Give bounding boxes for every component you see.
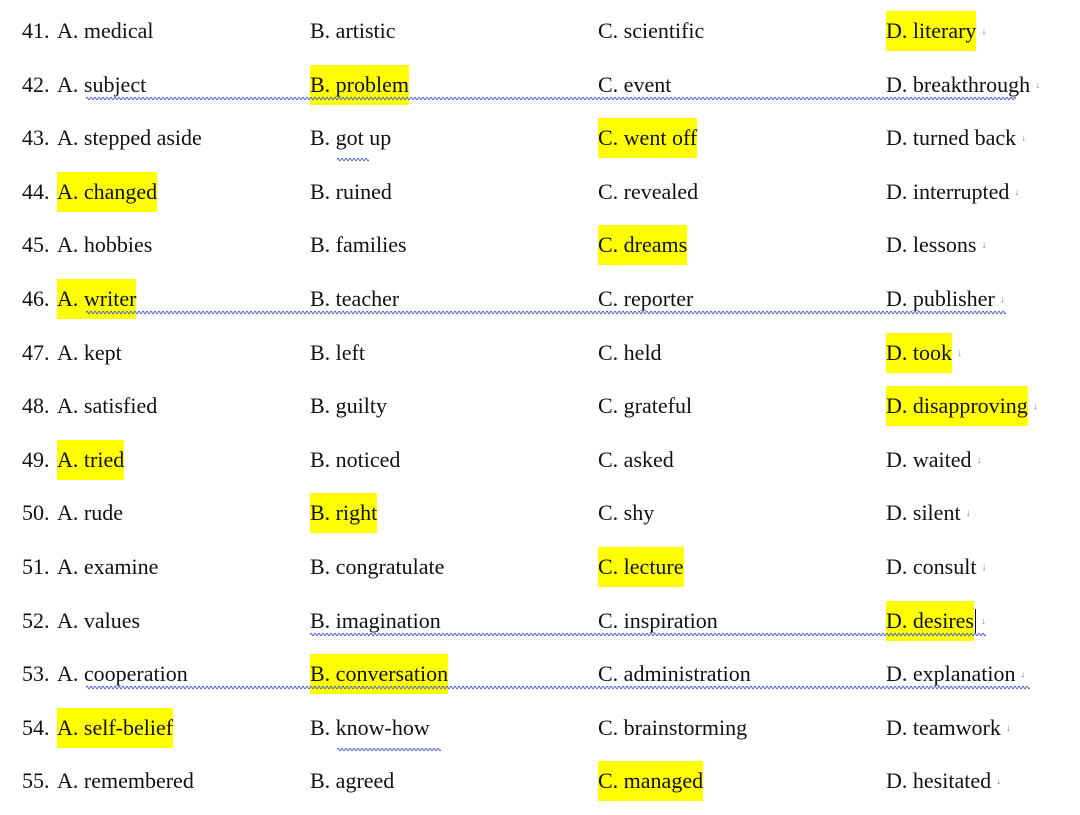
paragraph-mark-icon: ↓ [1032, 401, 1038, 413]
option-a[interactable]: A. examine [57, 553, 159, 579]
spell-check-squiggle [86, 310, 1006, 315]
option-d[interactable]: D. consult [886, 553, 977, 579]
question-number: 45. [22, 232, 50, 258]
option-c[interactable]: C. revealed [598, 178, 699, 204]
option-a[interactable]: A. hobbies [57, 232, 153, 258]
question-number: 44. [22, 178, 50, 204]
option-a-highlighted[interactable]: A. self-belief [57, 708, 173, 748]
question-row-43 [0, 118, 1080, 172]
paragraph-mark-icon: ↓ [996, 776, 1002, 788]
spell-check-squiggle [86, 96, 1016, 101]
option-b[interactable]: B. guilty [310, 393, 388, 419]
question-row-47 [0, 333, 1080, 387]
option-c[interactable]: C. grateful [598, 393, 693, 419]
question-number: 55. [22, 768, 50, 794]
option-d[interactable]: D. explanation [886, 661, 1016, 687]
question-row-48 [0, 386, 1080, 440]
paragraph-mark-icon: ↓ [957, 347, 962, 359]
question-number: 43. [22, 125, 50, 151]
question-number: 49. [22, 446, 50, 472]
paragraph-mark-icon: ↓ [1014, 186, 1020, 198]
paragraph-mark-icon: ↓ [999, 293, 1005, 305]
option-d[interactable]: D. waited [886, 446, 972, 472]
question-number: 54. [22, 714, 50, 740]
option-c-highlighted[interactable]: C. lecture [598, 547, 684, 587]
option-b[interactable]: B. families [310, 232, 407, 258]
option-a[interactable]: A. cooperation [57, 661, 188, 687]
paragraph-mark-icon: ↓ [981, 240, 987, 252]
question-row-46 [0, 279, 1080, 333]
option-b[interactable]: B. congratulate [310, 553, 445, 579]
option-d[interactable]: D. silent [886, 500, 961, 526]
option-c[interactable]: C. shy [598, 500, 655, 526]
paragraph-mark-icon: ↓ [981, 26, 987, 37]
question-number: 48. [22, 393, 50, 419]
option-c[interactable]: C. brainstorming [598, 714, 748, 740]
option-d[interactable]: D. interrupted [886, 178, 1010, 204]
option-b[interactable]: B. imagination [310, 607, 441, 633]
question-row-41 [0, 11, 1080, 65]
option-a[interactable]: A. remembered [57, 768, 194, 794]
option-b[interactable]: B. left [310, 339, 365, 365]
option-d[interactable]: D. turned back [886, 125, 1017, 151]
option-d[interactable]: D. hesitated [886, 768, 992, 794]
question-row-55 [0, 761, 1080, 815]
option-b-highlighted[interactable]: B. problem [310, 65, 409, 105]
paragraph-mark-icon: ↓ [965, 508, 971, 520]
option-c-highlighted[interactable]: C. went off [598, 118, 697, 158]
option-d-highlighted[interactable]: D. disapproving [886, 386, 1028, 426]
question-row-53 [0, 654, 1080, 708]
option-d[interactable]: D. publisher [886, 285, 995, 311]
option-c[interactable]: C. event [598, 71, 672, 97]
option-a[interactable]: A. satisfied [57, 393, 158, 419]
option-a[interactable]: A. subject [57, 71, 147, 97]
option-b-highlighted[interactable]: B. right [310, 493, 377, 533]
option-b[interactable]: B. got up [310, 125, 392, 151]
question-row-49 [0, 440, 1080, 494]
option-d-highlighted[interactable]: D. desires [886, 601, 974, 641]
question-row-42 [0, 65, 1080, 119]
option-a[interactable]: A. values [57, 607, 141, 633]
option-b-highlighted[interactable]: B. conversation [310, 654, 448, 694]
question-row-45 [0, 225, 1080, 279]
option-d[interactable]: D. lessons [886, 232, 977, 258]
paragraph-mark-icon: ↓ [1021, 133, 1027, 145]
option-c[interactable]: C. scientific [598, 18, 705, 43]
question-number: 53. [22, 661, 50, 687]
option-a-highlighted[interactable]: A. tried [57, 440, 124, 480]
option-a-highlighted[interactable]: A. writer [57, 279, 136, 319]
question-row-51 [0, 547, 1080, 601]
option-b[interactable]: B. teacher [310, 285, 400, 311]
option-b[interactable]: B. noticed [310, 446, 401, 472]
paragraph-mark-icon: ↓ [976, 454, 982, 466]
option-b[interactable]: B. know-how [310, 714, 430, 740]
question-row-52 [0, 601, 1080, 655]
option-d[interactable]: D. teamwork [886, 714, 1001, 740]
question-row-50 [0, 493, 1080, 547]
question-number: 51. [22, 553, 50, 579]
option-d-highlighted[interactable]: D. took [886, 333, 952, 373]
question-row-54 [0, 708, 1080, 762]
document-page[interactable] [0, 11, 1080, 815]
option-c[interactable]: C. administration [598, 661, 751, 687]
option-c-highlighted[interactable]: C. dreams [598, 225, 687, 265]
option-b[interactable]: B. ruined [310, 178, 392, 204]
option-a-highlighted[interactable]: A. changed [57, 172, 157, 212]
option-c-highlighted[interactable]: C. managed [598, 761, 703, 801]
question-number: 46. [22, 285, 50, 311]
question-number: 47. [22, 339, 50, 365]
question-number: 42. [22, 71, 50, 97]
option-c[interactable]: C. asked [598, 446, 674, 472]
question-number: 41. [22, 18, 50, 43]
text-cursor [975, 609, 976, 633]
option-b[interactable]: B. agreed [310, 768, 395, 794]
paragraph-mark-icon: ↓ [1020, 669, 1026, 681]
option-a[interactable]: A. kept [57, 339, 122, 365]
paragraph-mark-icon: ↓ [980, 615, 986, 627]
question-number: 50. [22, 500, 50, 526]
option-c[interactable]: C. inspiration [598, 607, 718, 633]
option-d[interactable]: D. breakthrough [886, 71, 1031, 97]
option-a[interactable]: A. rude [57, 500, 123, 526]
question-number: 52. [22, 607, 50, 633]
option-d-highlighted[interactable]: D. literary [886, 11, 976, 51]
question-row-44 [0, 172, 1080, 226]
option-a[interactable]: A. medical [57, 18, 154, 43]
paragraph-mark-icon: ↓ [981, 561, 987, 573]
option-c[interactable]: C. held [598, 339, 662, 365]
option-c[interactable]: C. reporter [598, 285, 694, 311]
option-b[interactable]: B. artistic [310, 18, 396, 43]
paragraph-mark-icon: ↓ [1005, 722, 1011, 734]
option-a[interactable]: A. stepped aside [57, 125, 202, 151]
paragraph-mark-icon: ↓ [1035, 79, 1041, 91]
